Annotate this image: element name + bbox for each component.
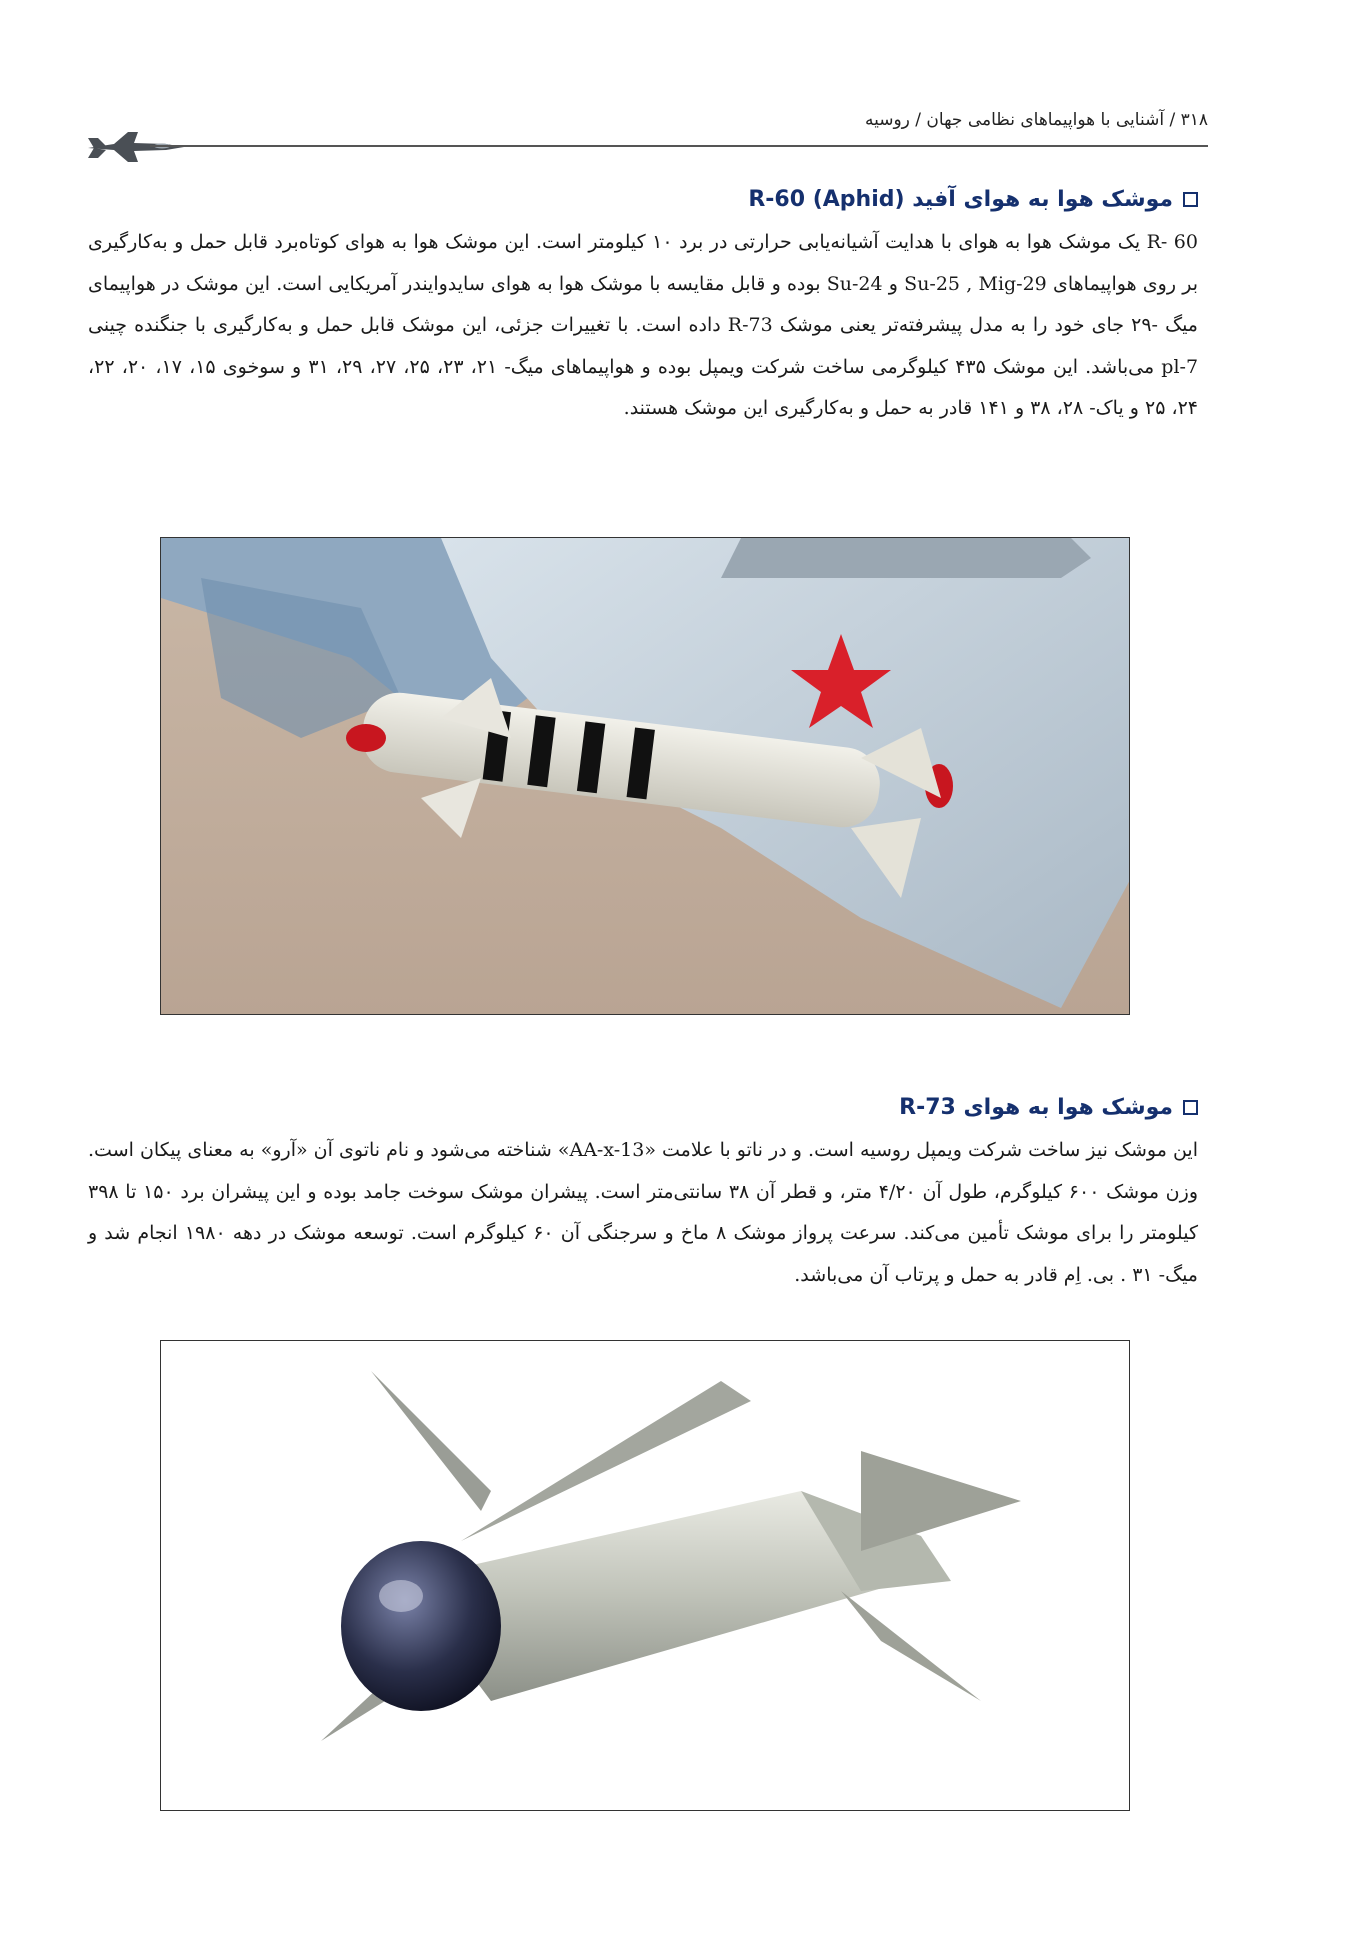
header-rule	[150, 145, 1208, 147]
section-heading	[88, 1090, 1198, 1124]
section-heading	[88, 182, 1198, 216]
section-paragraph	[88, 1130, 1198, 1296]
section-paragraph	[88, 222, 1198, 430]
r73-missile-photo	[160, 1340, 1130, 1811]
section-title: موشک هوا به هوای آفید R-60 (Aphid)	[748, 186, 1173, 212]
running-head: ۳۱۸ / آشنایی با هواپیماهای نظامی جهان / روسیه	[864, 110, 1208, 130]
paragraph-text: این موشک نیز ساخت شرکت ویمپل روسیه است. و در ناتو با علامت «AA-x-13» شناخته می‌شود و نام ناتوی آن «آرو» به معنای پیکان است. وزن موشک ۶۰۰ کیلوگرم، طول آن ۴/۲۰ متر، و قطر آن ۳۸ سانتی‌متر است. پیشران موشک سوخت جامد بوده و این پیشران برد ۱۵۰ تا ۳۹۸ کیلومتر را برای موشک تأمین می‌کند. سرعت پرواز موشک ۸ ماخ و سرجنگی آن ۶۰ کیلوگرم است. توسعه موشک در دهه ۱۹۸۰ انجام شد و میگ- ۳۱ . بی. اِم قادر به حمل و پرتاب آن می‌باشد.	[88, 1139, 1198, 1286]
page-header	[0, 0, 1358, 170]
paragraph-text: R- 60 یک موشک هوا به هوای با هدایت آشیانه‌یابی حرارتی در برد ۱۰ کیلومتر است. این موشک هوا به هوای کوتاه‌برد قابل حمل و به‌کارگیری بر روی هواپیماهای Su-25 , Mig-29 و Su-24 بوده و قابل مقایسه با موشک هوا به هوای سایدوایندر آمریکایی است. این موشک در هواپیمای میگ -۲۹ جای خود را به مدل پیشرفته‌تر یعنی موشک R-73 داده است. با تغییرات جزئی، این موشک قابل حمل و به‌کارگیری با جنگنده چینی pl-7 می‌باشد. این موشک ۴۳۵ کیلوگرمی ساخت شرکت ویمپل بوده و هواپیماهای میگ- ۲۱، ۲۳، ۲۵، ۲۷، ۲۹، ۳۱ و سوخوی ۱۵، ۱۷، ۲۰، ۲۲، ۲۴، ۲۵ و یاک- ۲۸، ۳۸ و ۱۴۱ قادر به حمل و به‌کارگیری این موشک هستند.	[88, 231, 1199, 419]
section-r73	[88, 1090, 1198, 1296]
checkbox-square-icon	[1183, 192, 1198, 207]
section-title: موشک هوا به هوای R-73	[899, 1094, 1173, 1120]
section-r60	[88, 182, 1198, 430]
checkbox-square-icon	[1183, 1100, 1198, 1115]
r60-missile-photo	[160, 537, 1130, 1015]
